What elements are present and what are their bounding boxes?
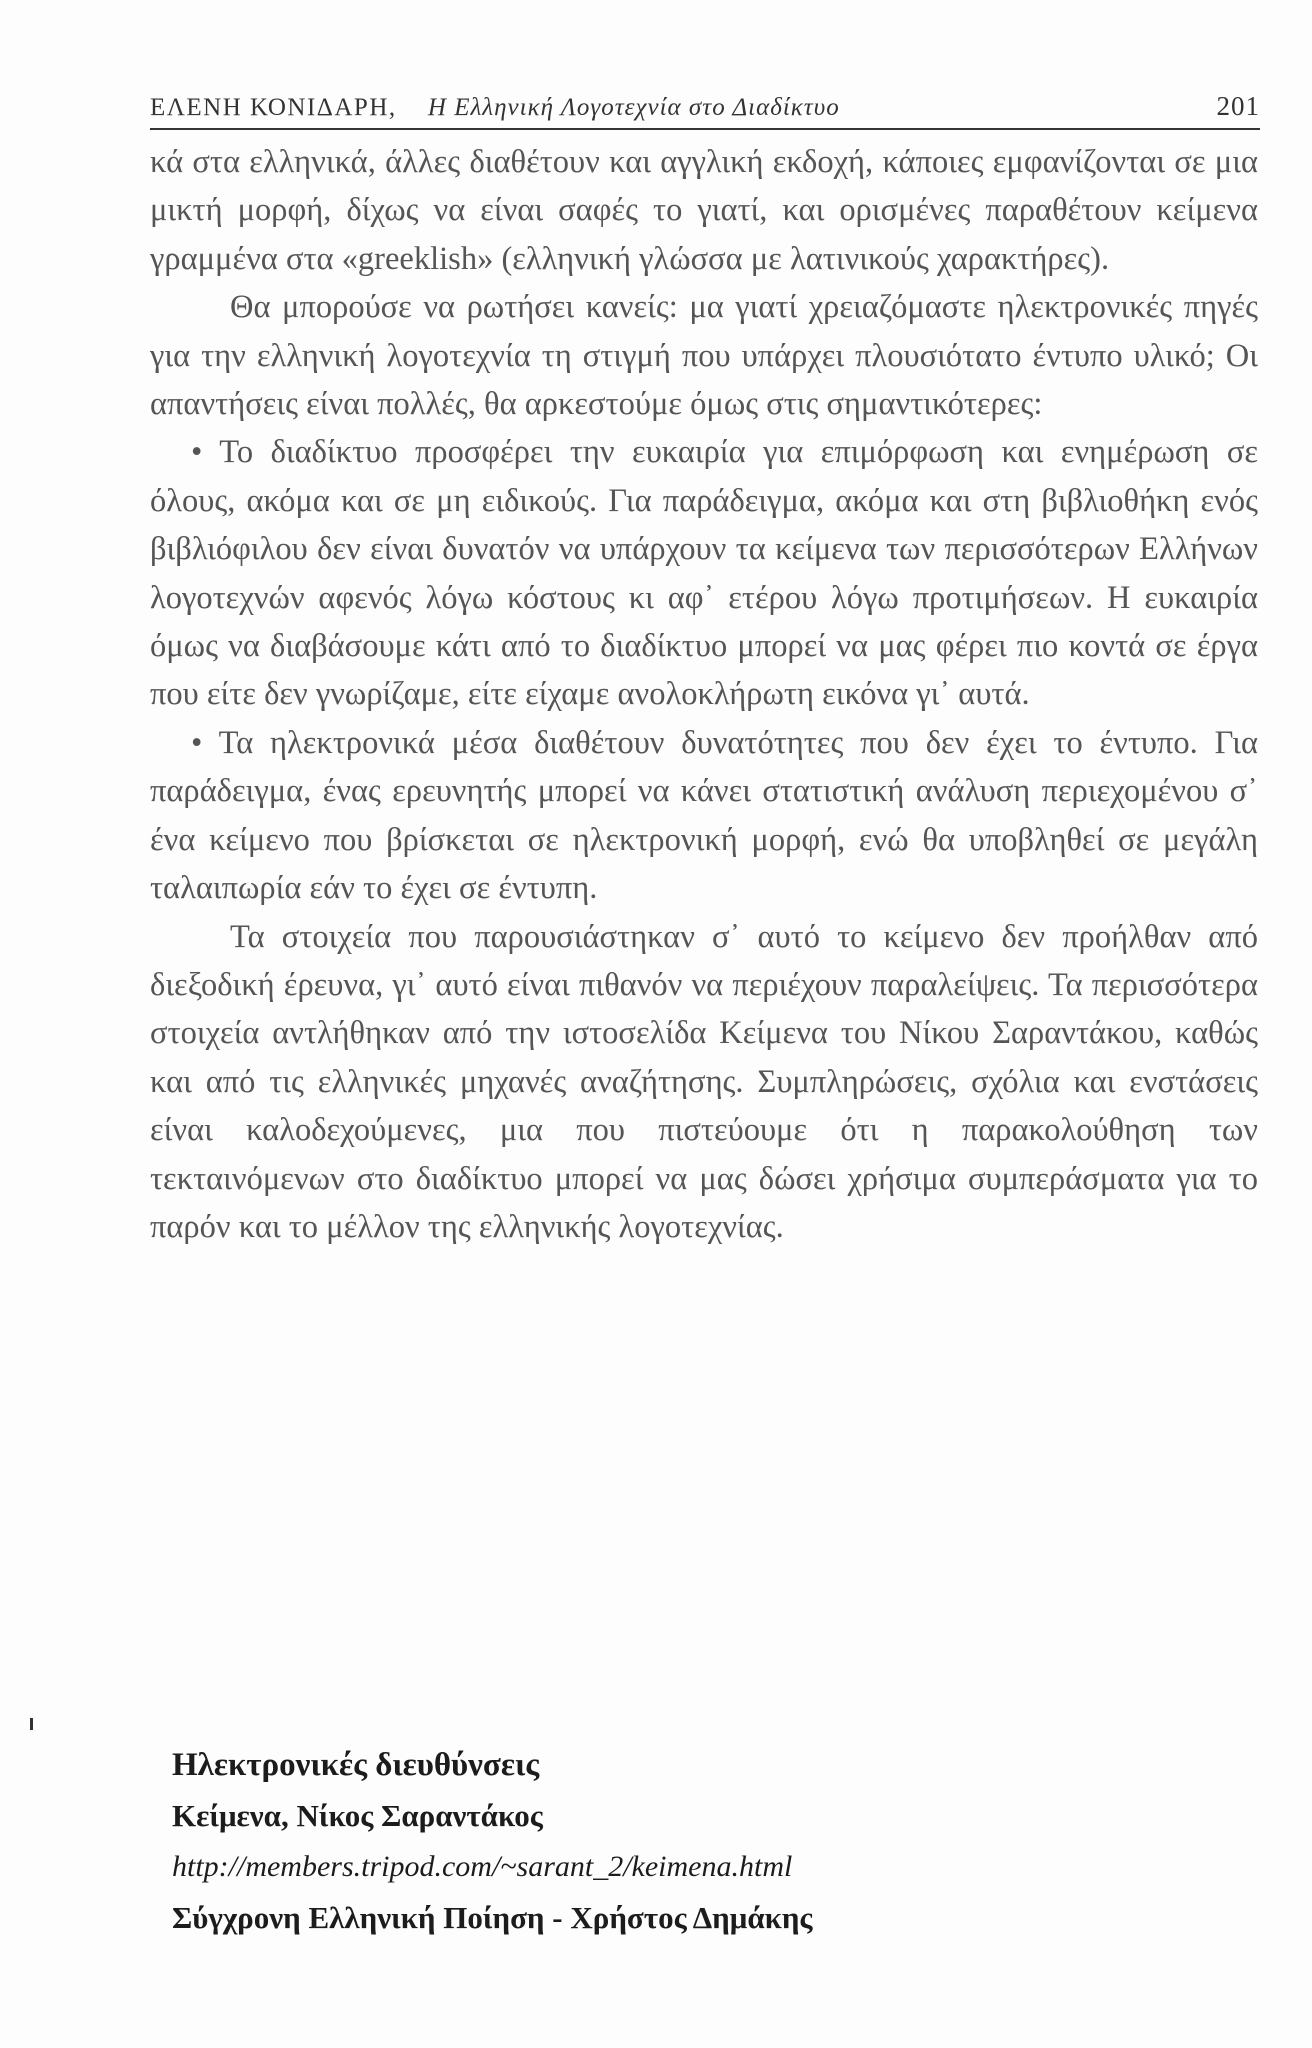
reference-url: http://members.tripod.com/~sarant_2/keimena.html — [172, 1850, 793, 1883]
paragraph-question: Θα μπορούσε να ρωτήσει κανείς: μα γιατί χρειαζόμαστε ηλεκτρονικές πηγές για την ελληνική λογοτεχνία τη στιγμή που υπάρχει πλουσιότατο έντυπο υλικό; Οι απαντήσεις είναι πολλές, θα αρκεστούμε όμως στις σημαντικότερες: — [150, 289, 1258, 423]
header-left — [150, 94, 840, 122]
header-author: ΕΛΕΝΗ ΚΟΝΙΔΑΡΗ, — [150, 94, 397, 121]
paragraph-continuation: κά στα ελληνικά, άλλες διαθέτουν και αγγλική εκδοχή, κάποιες εμφανίζονται σε μια μικτή μορφή, δίχως να είναι σαφές το γιατί, και ορισμένες παραθέτουν κείμενα γραμμένα στα «greeklish» (ελληνική γλώσσα με λατινικούς χαρακτήρες). — [150, 144, 1258, 277]
header-title: Η Ελληνική Λογοτεχνία στο Διαδίκτυο — [427, 94, 840, 121]
margin-mark — [30, 1718, 33, 1730]
reference-title: Κείμενα, Νίκος Σαραντάκος — [172, 1798, 543, 1833]
page-number: 201 — [1216, 91, 1260, 121]
bullet-paragraph-capabilities: • Τα ηλεκτρονικά μέσα διαθέτουν δυνατότητες που δεν έχει το έντυπο. Για παράδειγμα, ένας ερευνητής μπορεί να κάνει στατιστική ανάλυση περιεχομένου σ᾽ ένα κείμενο που βρίσκεται σε ηλεκτρονική μορφή, ενώ θα υποβληθεί σε μεγάλη ταλαιπωρία εάν το έχει σε έντυπη. — [150, 724, 1258, 907]
references-section — [172, 1740, 1172, 1944]
running-header — [150, 80, 1260, 130]
body-text — [150, 138, 1258, 1251]
bullet-paragraph-opportunity: • Το διαδίκτυο προσφέρει την ευκαιρία για επιμόρφωση και ενημέρωση σε όλους, ακόμα και σε μη ειδικούς. Για παράδειγμα, ακόμα και στη βιβλιοθήκη ενός βιβλιόφιλου δεν είναι δυνατόν να υπάρχουν τα κείμενα των περισσότερων Ελλήνων λογοτεχνών αφενός λόγω κόστους κι αφ᾽ ετέρου λόγω προτιμήσεων. Η ευκαιρία όμως να διαβάσουμε κάτι από το διαδίκτυο μπορεί να μας φέρει πιο κοντά σε έργα που είτε δεν γνωρίζαμε, είτε είχαμε ανολοκλήρωτη εικόνα γι᾽ αυτά. — [150, 434, 1258, 713]
references-heading: Ηλεκτρονικές διευθύνσεις — [172, 1747, 540, 1783]
paragraph-conclusion: Τα στοιχεία που παρουσιάστηκαν σ᾽ αυτό το κείμενο δεν προήλθαν από διεξοδική έρευνα, γι᾽ αυτό είναι πιθανόν να περιέχουν παραλείψεις. Τα περισσότερα στοιχεία αντλήθηκαν από την ιστοσελίδα Κείμενα του Νίκου Σαραντάκου, καθώς και από τις ελληνικές μηχανές αναζήτησης. Συμπληρώσεις, σχόλια και ενστάσεις είναι καλοδεχούμενες, μια που πιστεύουμε ότι η παρακολούθηση των τεκταινόμενων στο διαδίκτυο μπορεί να μας δώσει χρήσιμα συμπεράσματα για το παρόν και το μέλλον της ελληνικής λογοτεχνίας. — [150, 918, 1258, 1245]
reference-title: Σύγχρονη Ελληνική Ποίηση - Χρήστος Δημάκης — [172, 1900, 813, 1935]
